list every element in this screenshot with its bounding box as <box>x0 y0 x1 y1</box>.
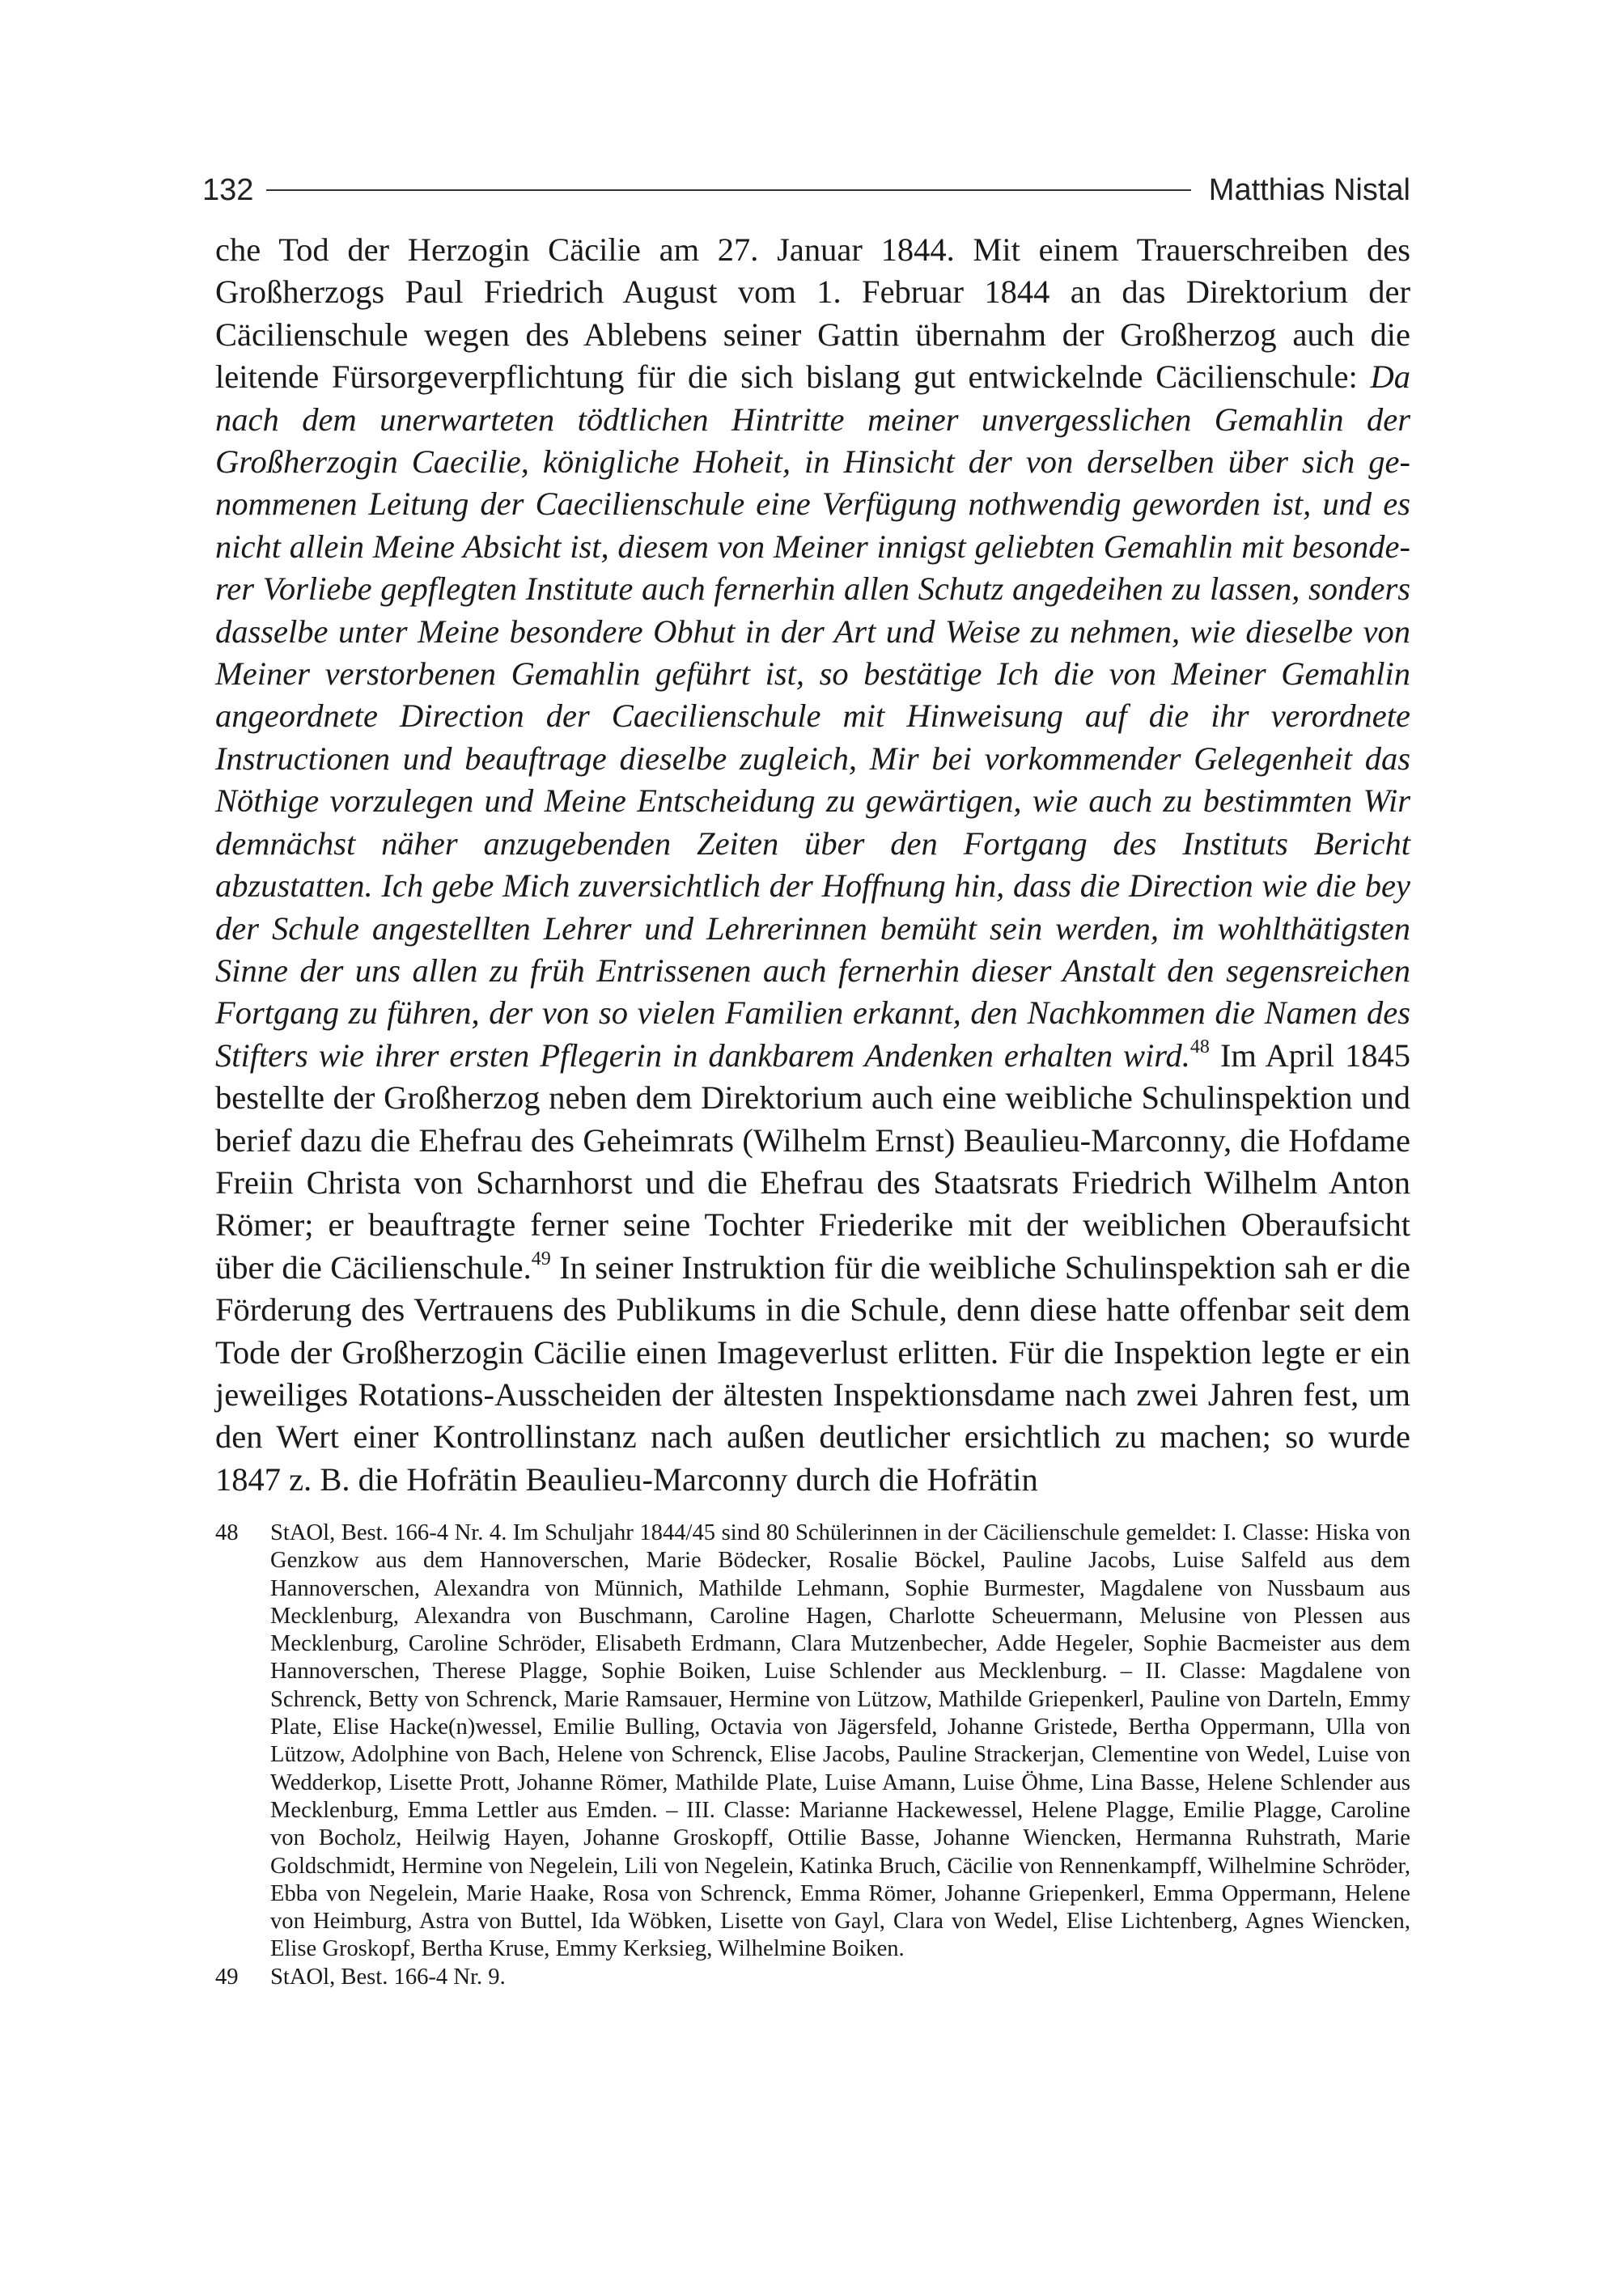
footnote-49 <box>215 1964 1410 1991</box>
main-text <box>215 229 1410 1501</box>
body-text-intro: che Tod der Herzogin Cäcilie am 27. Januar 1844. Mit einem Trauerschreiben des Großherzogs Paul Friedrich August vom 1. Februar 1844 an das Direktorium der Cäcilienschule wegen des Ablebens seiner Gattin übernahm der Großherzog auch die leitende Fürsorgeverpflichtung für die sich bislang gut entwickelnde Cäcilienschule: <box>215 231 1410 396</box>
footnotes <box>215 1519 1410 1991</box>
body-text-end: In seiner Instruktion für die weibliche Schulinspektion sah er die Förderung des Vertrauens des Publikums in die Schule, denn diese hatte offenbar seit dem Tode der Großherzogin Cäcilie einen Imageverlust erlitten. Für die Inspektion legte er ein jeweiliges Rotations-Ausscheiden der ältesten Inspektionsdame nach zwei Jahren fest, um den Wert einer Kontrollinstanz nach außen deutlicher ersichtlich zu machen; so wurde 1847 z. B. die Hofrätin Beaulieu-Marconny durch die Hofrätin <box>215 1248 1410 1498</box>
header-rule <box>266 189 1190 191</box>
running-header <box>202 166 1410 214</box>
footnote-48 <box>215 1519 1410 1964</box>
footnote-number: 49 <box>215 1964 239 1990</box>
footnote-text: StAOl, Best. 166-4 Nr. 4. Im Schuljahr 1844/45 sind 80 Schülerinnen in der Cäcilienschule gemeldet: I. Classe: Hiska von Genzkow aus dem Hannoverschen, Marie Bödecker, Rosalie Böckel, Pauline Jacobs, Luise Salfeld aus dem Hannoverschen, Alexandra von Münnich, Mathilde Lehmann, Sophie Burmester, Magdalene von Nussbaum aus Mecklenburg, Alexandra von Buschmann, Caroline Hagen, Charlotte Scheuermann, Melusine von Plessen aus Mecklenburg, Caroline Schröder, Elisabeth Erdmann, Clara Mutzenbecher, Adde Hegeler, Sophie Bacmeister aus dem Hannoverschen, Therese Plagge, Sophie Boiken, Luise Schlender aus Mecklenburg. – II. Classe: Magdalene von Schrenck, Betty von Schrenck, Marie Ramsauer, Hermine von Lützow, Mathilde Griepenkerl, Pauline von Darteln, Emmy Plate, Elise Hacke(n)wessel, Emilie Bulling, Octavia von Jägersfeld, Johanne Gristede, Bertha Oppermann, Ulla von Lützow, Adolphine von Bach, Helene von Schrenck, Elise Jacobs, Pauline Strackerjan, Clementine von Wedel, Luise von Wedderkop, Lisette Prott, Johanne Römer, Mathilde Plate, Luise Amann, Luise Öhme, Lina Basse, Helene Schlender aus Mecklenburg, Emma Lettler aus Emden. – III. Classe: Marianne Hackewessel, Helene Plagge, Emilie Plagge, Caroline von Bocholz, Heilwig Hayen, Johanne Groskopff, Ottilie Basse, Johanne Wiencken, Hermanna Ruhstrath, Marie Goldschmidt, Hermine von Negelein, Lili von Negelein, Katinka Bruch, Cäcilie von Rennenkampff, Wilhelmine Schröder, Ebba von Negelein, Marie Haake, Rosa von Schrenck, Emma Römer, Johanne Griepenkerl, Emma Oppermann, Helene von Heimburg, Astra von Buttel, Ida Wöbken, Lisette von Gayl, Clara von Wedel, Elise Lichtenberg, Agnes Wiencken, Elise Groskopf, Bertha Kruse, Emmy Kerksieg, Wilhelmine Boiken. <box>270 1520 1410 1962</box>
page-number: 132 <box>202 172 254 207</box>
body-quote: Da nach dem unerwarteten tödtlichen Hintritte meiner unvergesslichen Gemahlin der Großherzogin Caecilie, königliche Hoheit, in Hinsicht der von derselben über sich genommenen Leitung der Caecilienschule eine Verfügung nothwendig geworden ist, und es nicht allein Meine Absicht ist, diesem von Meiner innigst geliebten Gemahlin mit besonderer Vorliebe gepflegten Institute auch fernerhin allen Schutz angedeihen zu lassen, sonders dasselbe unter Meine besondere Obhut in der Art und Weise zu nehmen, wie dieselbe von Meiner verstorbenen Gemahlin geführt ist, so bestätige Ich die von Meiner Gemahlin angeordnete Direction der Caecilienschule mit Hinweisung auf die ihr verordnete Instructionen und beauftrage dieselbe zugleich, Mir bei vorkommender Gelegenheit das Nöthige vorzulegen und Meine Entscheidung zu gewärtigen, wie auch zu bestimmten Wir demnächst näher anzugebenden Zeiten über den Fortgang des Instituts Bericht abzustatten. Ich gebe Mich zuversichtlich der Hoffnung hin, dass die Direction wie die bey der Schule angestellten Lehrer und Lehrerinnen bemüht sein werden, im wohlthätigsten Sinne der uns allen zu früh Entrissenen auch fernerhin dieser Anstalt den segensreichen Fortgang zu führen, der von so vielen Familien erkannt, den Nachkommen die Namen des Stifters wie ihrer ersten Pflegerin in dankbarem Andenken erhalten wird. <box>215 358 1410 1074</box>
footnote-ref-49: 49 <box>531 1248 551 1270</box>
running-author: Matthias Nistal <box>1208 172 1410 207</box>
footnote-number: 48 <box>215 1520 239 1545</box>
body-paragraph <box>215 229 1410 1501</box>
footnote-text: StAOl, Best. 166-4 Nr. 9. <box>270 1964 506 1990</box>
footnote-ref-48: 48 <box>1189 1036 1210 1058</box>
body-text-middle: Im April 1845 bestellte der Großherzog neben dem Direktorium auch eine weibliche Schulinspektion und berief dazu die Ehefrau des Geheimrats (Wilhelm Ernst) Beaulieu-Marconny, die Hofdame Freiin Christa von Scharnhorst und die Ehefrau des Staatsrats Friedrich Wilhelm Anton Römer; er beauftragte ferner seine Tochter Friederike mit der weiblichen Oberaufsicht über die Cäcilienschule. <box>215 1036 1410 1286</box>
